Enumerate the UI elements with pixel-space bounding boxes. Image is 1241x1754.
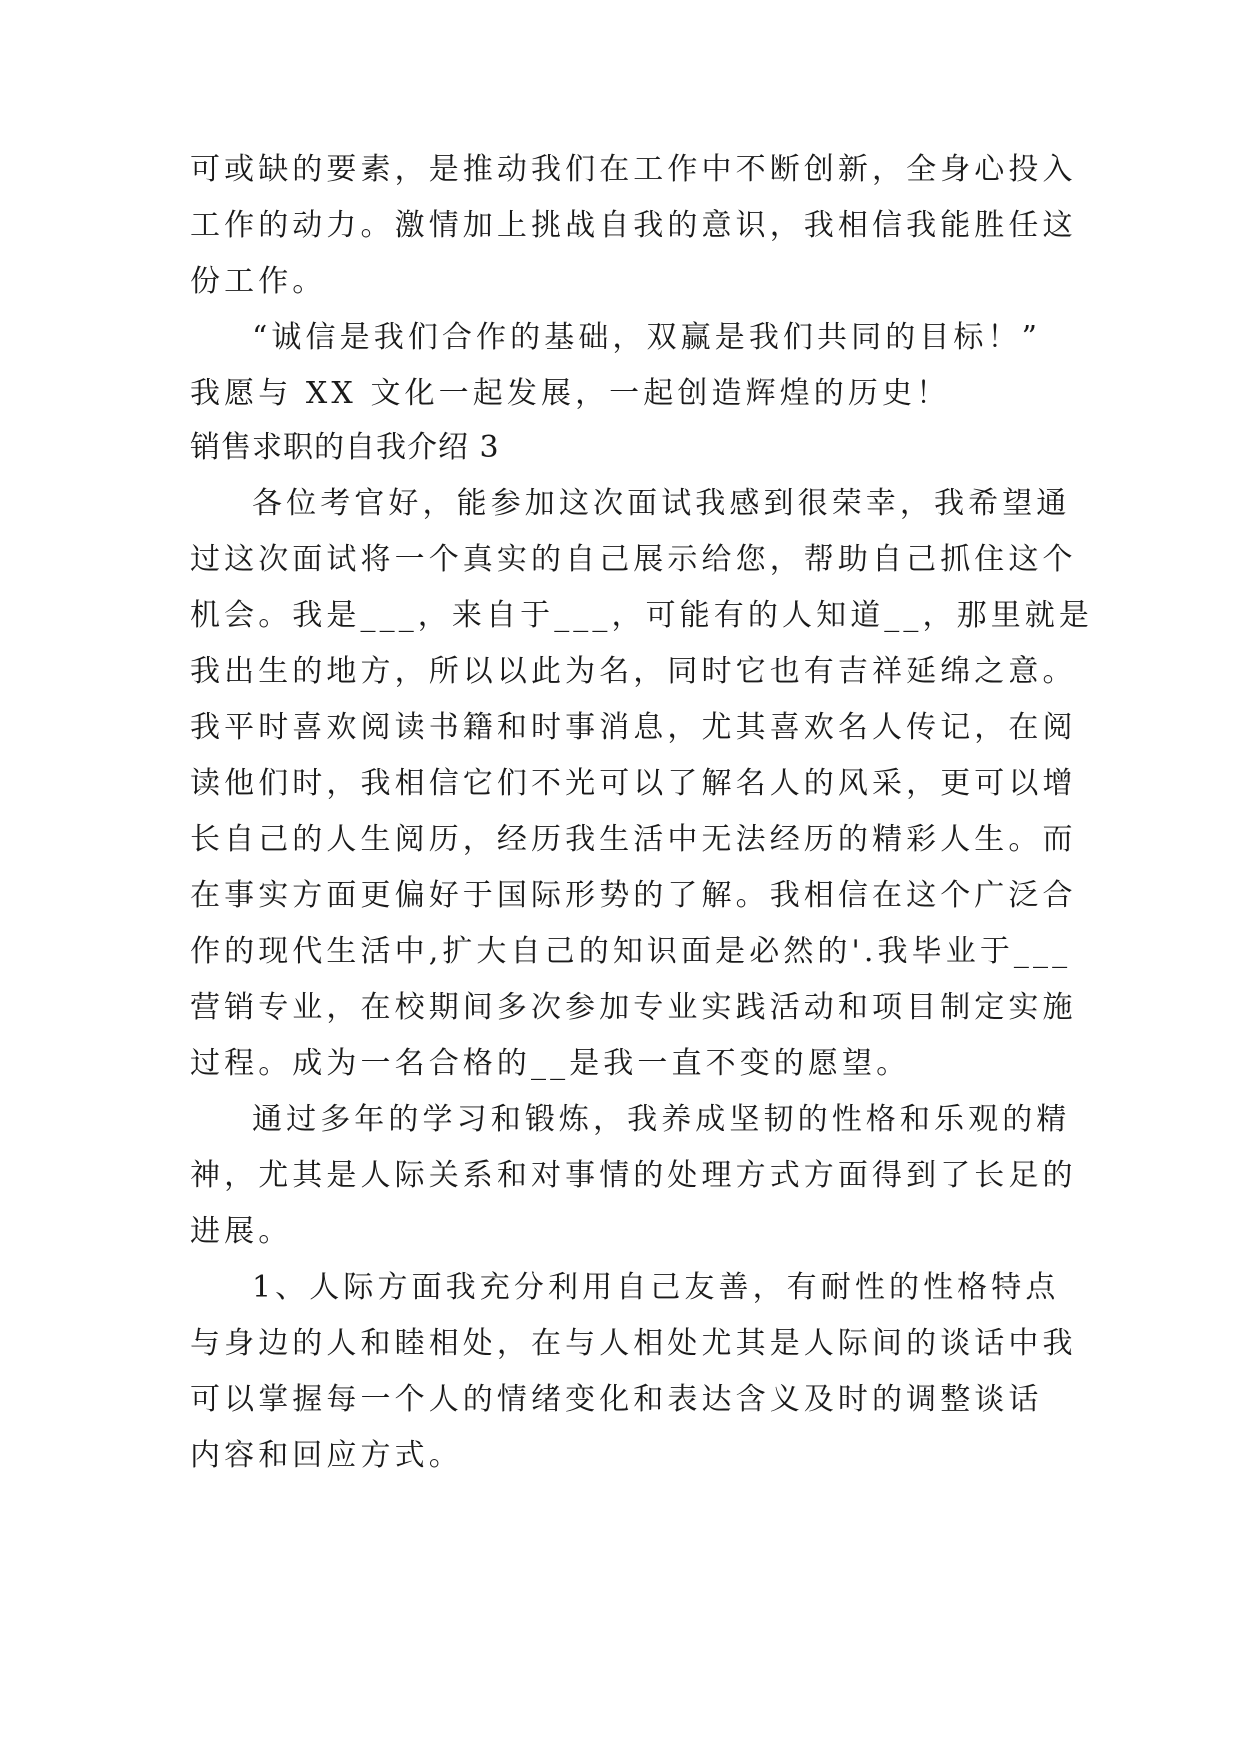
paragraph-line: 份工作。 [190,264,327,299]
paragraph-line: 读他们时，我相信它们不光可以了解名人的风采，更可以增 [190,766,1077,801]
paragraph-line: 内容和回应方式。 [190,1438,463,1473]
paragraph-line: 我出生的地方，所以以此为名，同时它也有吉祥延绵之意。 [190,654,1077,689]
paragraph-line: 进展。 [190,1214,293,1249]
paragraph-line: 可或缺的要素，是推动我们在工作中不断创新，全身心投入 [190,152,1077,187]
paragraph-line: 过程。成为一名合格的__是我一直不变的愿望。 [190,1046,911,1081]
paragraph-line: 神，尤其是人际关系和对事情的处理方式方面得到了长足的 [190,1158,1077,1193]
paragraph-line: 我愿与 XX 文化一起发展，一起创造辉煌的历史！ [190,376,951,411]
paragraph-line: 可以掌握每一个人的情绪变化和表达含义及时的调整谈话 [190,1382,1043,1417]
paragraph-line: 1、人际方面我充分利用自己友善，有耐性的性格特点 [252,1270,1060,1305]
section-heading: 销售求职的自我介绍 3 [190,430,500,465]
paragraph-line: 在事实方面更偏好于国际形势的了解。我相信在这个广泛合 [190,878,1077,913]
paragraph-line: 机会。我是___，来自于___，可能有的人知道__，那里就是 [190,598,1093,633]
paragraph-line: 作的现代生活中,扩大自己的知识面是必然的'.我毕业于___ [190,934,1072,969]
quote-line: “诚信是我们合作的基础，双赢是我们共同的目标！” [252,320,1042,355]
paragraph-line: 各位考官好，能参加这次面试我感到很荣幸，我希望通 [252,486,1071,521]
paragraph-line: 与身边的人和睦相处，在与人相处尤其是人际间的谈话中我 [190,1326,1077,1361]
paragraph-line: 通过多年的学习和锻炼，我养成坚韧的性格和乐观的精 [252,1102,1071,1137]
paragraph-line: 工作的动力。激情加上挑战自我的意识，我相信我能胜任这 [190,208,1077,243]
paragraph-line: 过这次面试将一个真实的自己展示给您，帮助自己抓住这个 [190,542,1077,577]
paragraph-line: 我平时喜欢阅读书籍和时事消息，尤其喜欢名人传记，在阅 [190,710,1077,745]
paragraph-line: 营销专业，在校期间多次参加专业实践活动和项目制定实施 [190,990,1077,1025]
paragraph-line: 长自己的人生阅历，经历我生活中无法经历的精彩人生。而 [190,822,1077,857]
